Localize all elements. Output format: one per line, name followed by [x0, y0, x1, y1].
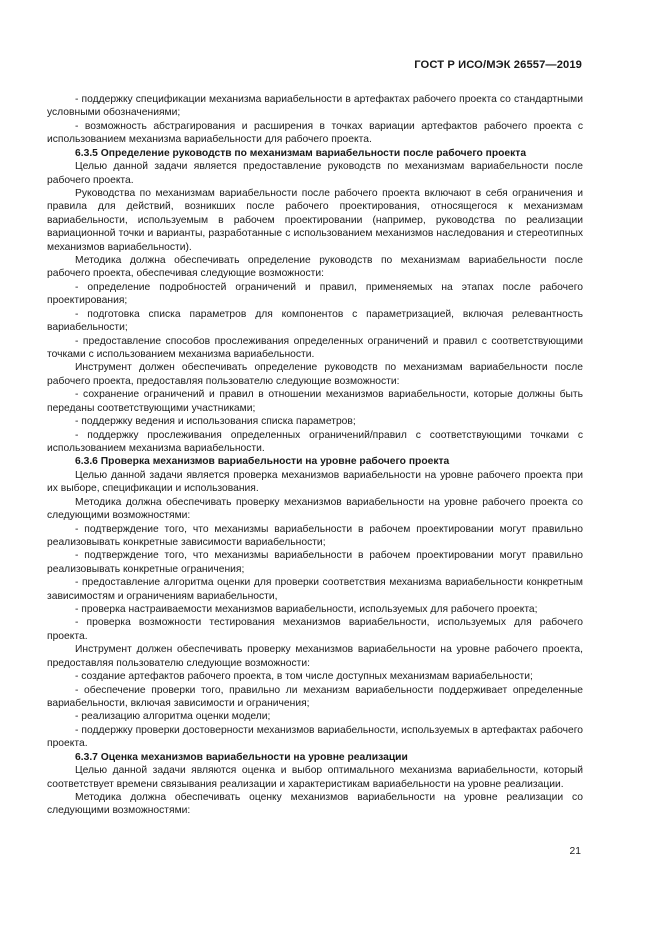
list-item: - возможность абстрагирования и расширения в точках вариации артефактов рабочего проекта с использованием механизма вариабельности для рабочего проекта. [47, 120, 583, 146]
list-item: - проверка настраиваемости механизмов вариабельности, используемых для рабочего проекта; [75, 604, 538, 616]
document-body [47, 93, 583, 818]
list-item: - поддержку спецификации механизма вариабельности в артефактах рабочего проекта со стандартными условными обозначениями; [47, 94, 583, 119]
list-item: - поддержку проверки достоверности механизмов вариабельности, используемых в артефактах рабочего проекта. [47, 724, 583, 750]
section-heading-6-3-6: 6.3.6 Проверка механизмов вариабельности на уровне рабочего проекта [75, 456, 450, 468]
list-item: - предоставление алгоритма оценки для проверки соответствия механизма вариабельности конкретным зависимостям и ограничениям вариабельности, [47, 577, 583, 602]
list-item: - подтверждение того, что механизмы вариабельности в рабочем проектировании могут правильно реализовывать конкретные зависимости вариабельности; [47, 523, 583, 548]
paragraph: Руководства по механизмам вариабельности после рабочего проекта включают в себя ограничения и правила для действий, возникших после рабочего проектирования, относящегося к механизмам вариабельности, используемым в рабочем проектировании (например, руководства по реализации вариационной точки и варианты, разработанные с использованием механизмов наследования и стереотипных механизмов вариабельности). [47, 187, 583, 253]
paragraph: Методика должна обеспечивать проверку механизмов вариабельности на уровне рабочего проекта со следующими возможностями: [47, 496, 583, 522]
list-item: - подготовка списка параметров для компонентов с параметризацией, включая релевантность вариабельности; [47, 308, 583, 334]
list-item: - создание артефактов рабочего проекта, в том числе доступных механизмам вариабельности; [75, 671, 533, 683]
list-item: - предоставление способов прослеживания определенных ограничений и правил с соответствующими точками с использованием механизма вариабельности. [47, 335, 583, 361]
paragraph: Целью данной задачи является предоставление руководств по механизмам вариабельности после рабочего проекта. [47, 161, 583, 186]
section-heading-6-3-5: 6.3.5 Определение руководств по механизмам вариабельности после рабочего проекта [75, 147, 527, 159]
list-item: - обеспечение проверки того, правильно ли механизм вариабельности поддерживает определенные вариабельности, включая зависимости и ограничения; [47, 684, 583, 709]
list-item: - подтверждение того, что механизмы вариабельности в рабочем проектировании могут правильно реализовывать конкретные ограничения; [47, 550, 583, 575]
section-heading-6-3-7: 6.3.7 Оценка механизмов вариабельности на уровне реализации [75, 751, 408, 763]
paragraph: Целью данной задачи являются оценка и выбор оптимального механизма вариабельности, который соответствует времени связывания реализации и характеристикам вариабельности на уровне реализации. [47, 765, 583, 790]
paragraph: Инструмент должен обеспечивать проверку механизмов вариабельности на уровне рабочего проекта, предоставляя пользователю следующие возможности: [47, 644, 583, 669]
paragraph: Методика должна обеспечивать определение руководств по механизмам вариабельности после рабочего проекта, обеспечивая следующие возможности: [47, 255, 583, 280]
list-item: - реализацию алгоритма оценки модели; [75, 711, 271, 723]
paragraph: Целью данной задачи является проверка механизмов вариабельности на уровне рабочего проекта при их выборе, спецификации и использования. [47, 469, 583, 495]
list-item: - сохранение ограничений и правил в отношении механизмов вариабельности, которые должны быть переданы соответствующими участниками; [47, 389, 583, 414]
paragraph: Методика должна обеспечивать оценку механизмов вариабельности на уровне реализации со следующими возможностями: [47, 791, 583, 817]
document-header: ГОСТ Р ИСО/МЭК 26557—2019 [414, 59, 582, 71]
list-item: - поддержку ведения и использования списка параметров; [75, 416, 356, 428]
page-number: 21 [569, 846, 581, 857]
paragraph: Инструмент должен обеспечивать определение руководств по механизмам вариабельности после рабочего проекта, предоставляя пользователю следующие возможности: [47, 362, 583, 387]
list-item: - определение подробностей ограничений и правил, применяемых на этапах после рабочего проектирования; [47, 281, 583, 307]
list-item: - поддержку прослеживания определенных ограничений/правил с соответствующими точками с использованием механизма вариабельности. [47, 429, 583, 454]
list-item: - проверка возможности тестирования механизмов вариабельности, используемых для рабочего проекта. [47, 617, 583, 642]
